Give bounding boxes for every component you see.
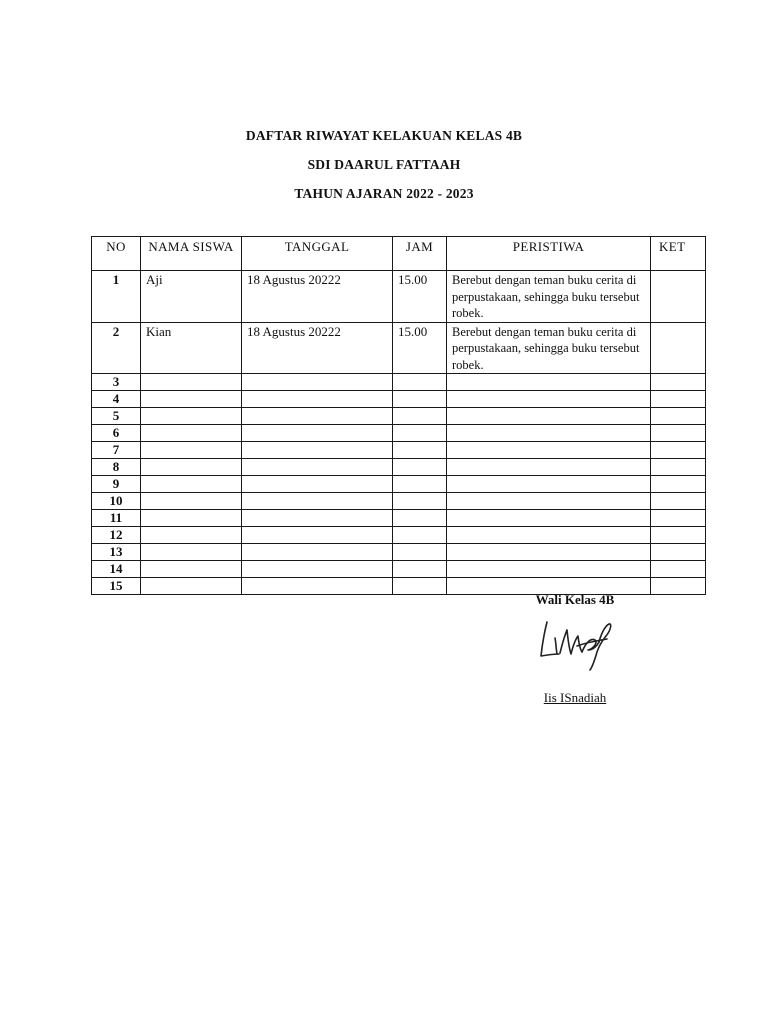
cell-ket xyxy=(651,493,706,510)
table-row xyxy=(92,442,706,459)
cell-tanggal xyxy=(242,476,393,493)
cell-nama-siswa xyxy=(141,459,242,476)
handwritten-signature-icon xyxy=(490,612,660,676)
column-header-jam: JAM xyxy=(393,237,447,271)
cell-jam xyxy=(393,374,447,391)
table-row xyxy=(92,374,706,391)
cell-nama-siswa xyxy=(141,493,242,510)
cell-no: 10 xyxy=(92,493,141,510)
cell-nama-siswa xyxy=(141,544,242,561)
cell-ket xyxy=(651,374,706,391)
cell-no: 3 xyxy=(92,374,141,391)
cell-peristiwa xyxy=(447,442,651,459)
cell-jam xyxy=(393,544,447,561)
cell-peristiwa xyxy=(447,527,651,544)
cell-jam xyxy=(393,408,447,425)
signature-name: Iis ISnadiah xyxy=(543,690,607,705)
cell-peristiwa xyxy=(447,544,651,561)
cell-no: 11 xyxy=(92,510,141,527)
cell-no: 6 xyxy=(92,425,141,442)
cell-peristiwa xyxy=(447,476,651,493)
cell-jam xyxy=(393,391,447,408)
cell-no: 8 xyxy=(92,459,141,476)
cell-tanggal xyxy=(242,408,393,425)
cell-ket xyxy=(651,425,706,442)
table-row xyxy=(92,408,706,425)
cell-tanggal xyxy=(242,493,393,510)
cell-tanggal xyxy=(242,578,393,595)
cell-no: 1 xyxy=(92,271,141,323)
cell-tanggal xyxy=(242,510,393,527)
cell-nama-siswa xyxy=(141,374,242,391)
table-row xyxy=(92,271,706,323)
cell-nama-siswa: Kian xyxy=(141,322,242,374)
cell-tanggal: 18 Agustus 20222 xyxy=(242,322,393,374)
table-row xyxy=(92,510,706,527)
cell-nama-siswa xyxy=(141,442,242,459)
column-header-nama-siswa: NAMA SISWA xyxy=(141,237,242,271)
cell-jam xyxy=(393,476,447,493)
signature-role: Wali Kelas 4B xyxy=(535,592,615,607)
cell-nama-siswa xyxy=(141,510,242,527)
cell-tanggal: 18 Agustus 20222 xyxy=(242,271,393,323)
cell-tanggal xyxy=(242,544,393,561)
cell-tanggal xyxy=(242,391,393,408)
table-row xyxy=(92,391,706,408)
cell-jam xyxy=(393,425,447,442)
cell-no: 9 xyxy=(92,476,141,493)
cell-ket xyxy=(651,476,706,493)
cell-ket xyxy=(651,527,706,544)
cell-peristiwa xyxy=(447,493,651,510)
cell-peristiwa xyxy=(447,374,651,391)
table-row xyxy=(92,322,706,374)
cell-no: 4 xyxy=(92,391,141,408)
cell-tanggal xyxy=(242,442,393,459)
column-header-ket: KET xyxy=(651,237,706,271)
document-title: DAFTAR RIWAYAT KELAKUAN KELAS 4B xyxy=(245,128,523,143)
cell-ket xyxy=(651,544,706,561)
cell-nama-siswa xyxy=(141,391,242,408)
cell-peristiwa xyxy=(447,408,651,425)
cell-ket xyxy=(651,391,706,408)
cell-jam xyxy=(393,493,447,510)
table-header-row xyxy=(92,237,706,271)
cell-peristiwa xyxy=(447,391,651,408)
table-body xyxy=(92,271,706,595)
table-row xyxy=(92,476,706,493)
document-header xyxy=(0,126,768,213)
cell-nama-siswa xyxy=(141,425,242,442)
cell-nama-siswa xyxy=(141,527,242,544)
cell-tanggal xyxy=(242,527,393,544)
cell-jam xyxy=(393,578,447,595)
cell-jam xyxy=(393,527,447,544)
table-row xyxy=(92,459,706,476)
cell-no: 13 xyxy=(92,544,141,561)
cell-ket xyxy=(651,408,706,425)
table-row xyxy=(92,544,706,561)
cell-peristiwa xyxy=(447,459,651,476)
signature-block xyxy=(490,590,660,706)
academic-year: TAHUN AJARAN 2022 - 2023 xyxy=(294,186,474,201)
cell-ket xyxy=(651,561,706,578)
cell-nama-siswa: Aji xyxy=(141,271,242,323)
column-header-tanggal: TANGGAL xyxy=(242,237,393,271)
cell-nama-siswa xyxy=(141,408,242,425)
cell-no: 12 xyxy=(92,527,141,544)
table-row xyxy=(92,493,706,510)
cell-peristiwa xyxy=(447,561,651,578)
cell-tanggal xyxy=(242,425,393,442)
cell-peristiwa: Berebut dengan teman buku cerita di perpustakaan, sehingga buku tersebut robek. xyxy=(447,322,651,374)
cell-jam: 15.00 xyxy=(393,322,447,374)
cell-nama-siswa xyxy=(141,476,242,493)
cell-ket xyxy=(651,459,706,476)
cell-ket xyxy=(651,271,706,323)
cell-ket xyxy=(651,442,706,459)
cell-no: 2 xyxy=(92,322,141,374)
cell-no: 5 xyxy=(92,408,141,425)
cell-peristiwa xyxy=(447,425,651,442)
school-name: SDI DAARUL FATTAAH xyxy=(307,157,461,172)
cell-jam: 15.00 xyxy=(393,271,447,323)
cell-tanggal xyxy=(242,459,393,476)
cell-no: 7 xyxy=(92,442,141,459)
cell-peristiwa xyxy=(447,510,651,527)
cell-jam xyxy=(393,442,447,459)
cell-tanggal xyxy=(242,374,393,391)
cell-nama-siswa xyxy=(141,561,242,578)
cell-jam xyxy=(393,459,447,476)
cell-nama-siswa xyxy=(141,578,242,595)
table-row xyxy=(92,425,706,442)
table-row xyxy=(92,527,706,544)
cell-ket xyxy=(651,510,706,527)
cell-tanggal xyxy=(242,561,393,578)
cell-jam xyxy=(393,561,447,578)
column-header-peristiwa: PERISTIWA xyxy=(447,237,651,271)
cell-no: 14 xyxy=(92,561,141,578)
behavior-log-table xyxy=(91,236,706,595)
cell-jam xyxy=(393,510,447,527)
table-row xyxy=(92,561,706,578)
column-header-no: NO xyxy=(92,237,141,271)
cell-no: 15 xyxy=(92,578,141,595)
cell-ket xyxy=(651,322,706,374)
cell-peristiwa: Berebut dengan teman buku cerita di perpustakaan, sehingga buku tersebut robek. xyxy=(447,271,651,323)
